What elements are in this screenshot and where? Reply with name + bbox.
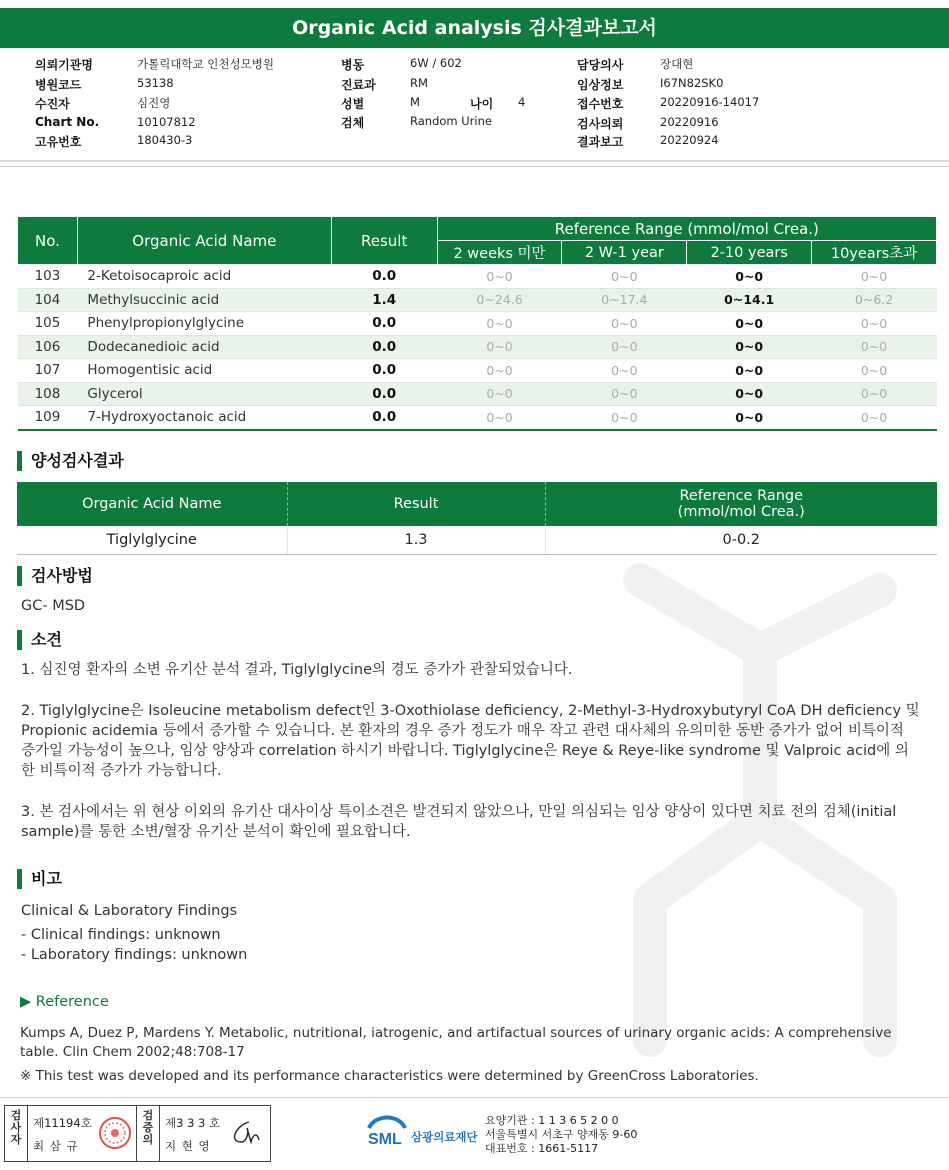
cell-ref: 0~24.6	[437, 288, 562, 312]
cell-ref: 0~0	[687, 312, 812, 336]
logo-org-name: 삼광의료재단	[411, 1130, 478, 1144]
cell-ref: 0~17.4	[562, 288, 687, 312]
col-header-no: No.	[18, 217, 78, 265]
cell-ref: 0~0	[437, 382, 562, 406]
col-header-ref-age: 2 W-1 year	[562, 241, 687, 265]
col-header-name: Organic Acid Name	[77, 217, 331, 265]
section-title-positive: 양성검사결과	[17, 451, 124, 471]
sml-logo	[365, 1112, 478, 1156]
col-header-ref-age: 10years초과	[812, 241, 937, 265]
cell-result: 0.0	[331, 265, 437, 289]
info-label: Chart No.	[35, 115, 100, 129]
signature-icon	[227, 1118, 263, 1148]
section-title-findings: 소견	[17, 630, 62, 650]
cell-result: 0.0	[331, 406, 437, 430]
institution-info	[485, 1114, 637, 1156]
tester-label: 검사자	[10, 1109, 22, 1146]
cell-result: 1.3	[287, 526, 545, 555]
info-label: 병원코드	[35, 78, 82, 92]
info-label: 담당의사	[577, 58, 624, 72]
cell-result: 0.0	[331, 382, 437, 406]
seal-stamp-icon	[98, 1116, 132, 1150]
cell-ref: 0~0	[562, 265, 687, 289]
section-title-method: 검사방법	[17, 566, 93, 586]
info-label: 검사의뢰	[577, 117, 624, 131]
cell-no: 105	[18, 312, 78, 336]
info-value: Random Urine	[410, 114, 492, 128]
tester-license: 제11194호	[33, 1116, 92, 1130]
cell-ref: 0~0	[562, 382, 687, 406]
col-header-result: Result	[287, 482, 545, 526]
report-title: Organic Acid analysis 검사결과보고서	[0, 8, 949, 48]
info-value: 4	[518, 95, 526, 109]
cell-ref: 0~0	[437, 335, 562, 359]
info-value: 장대현	[660, 57, 694, 71]
col-header-reference: Reference Range (mmol/mol Crea.)	[437, 217, 936, 241]
cell-name: Glycerol	[77, 382, 331, 406]
remarks-line: - Clinical findings: unknown	[21, 927, 221, 943]
divider	[0, 1097, 949, 1098]
verifier-name: 지 현 영	[165, 1139, 211, 1153]
reference-heading: ▶ Reference	[20, 994, 109, 1010]
info-label: 나이	[470, 97, 494, 111]
cell-name: Dodecanedioic acid	[77, 335, 331, 359]
info-label: 결과보고	[577, 135, 624, 149]
cell-ref: 0~0	[812, 406, 937, 430]
finding-paragraph: 1. 심진영 환자의 소변 유기산 분석 결과, Tiglylglycine의 경도 증가가 관찰되었습니다.	[21, 662, 573, 678]
table-row	[18, 359, 937, 383]
col-header-name: Organic Acid Name	[17, 482, 287, 526]
col-header-reference	[545, 482, 937, 526]
method-value: GC- MSD	[21, 598, 86, 614]
info-value: 20220924	[660, 133, 719, 147]
cell-ref: 0-0.2	[545, 526, 937, 555]
info-label: 성별	[341, 97, 365, 111]
cell-ref: 0~0	[562, 312, 687, 336]
info-label: 의뢰기관명	[35, 58, 93, 72]
remarks-line: - Laboratory findings: unknown	[21, 947, 248, 963]
info-value: 180430-3	[137, 133, 193, 147]
divider	[0, 160, 949, 162]
positive-result-table	[17, 482, 937, 555]
cell-no: 103	[18, 265, 78, 289]
info-label: 병동	[341, 58, 365, 72]
cell-name: Homogentisic acid	[77, 359, 331, 383]
cell-ref: 0~0	[562, 406, 687, 430]
col-header-ref-age: 2-10 years	[687, 241, 812, 265]
cell-ref: 0~6.2	[812, 288, 937, 312]
info-value: RM	[410, 76, 428, 90]
organic-acid-table	[17, 216, 937, 431]
info-value: 가톨릭대학교 인천성모병원	[137, 57, 274, 71]
table-row	[18, 265, 937, 289]
finding-paragraph: 3. 본 검사에서는 위 현상 이외의 유기산 대사이상 특이소견은 발견되지 않았으나, 만일 의심되는 임상 양상이 있다면 치료 전의 검체(initial sample)를 통한 소변/혈장 유기산 분석이 확인에 필요합니다.	[21, 804, 897, 840]
institution-address: 서울특별시 서초구 양재동 9-60	[485, 1128, 638, 1141]
institution-code: 요양기관 : 1 1 3 6 5 2 0 0	[485, 1114, 619, 1127]
sml-logo-icon	[365, 1112, 409, 1152]
ref-header-unit: (mmol/mol Crea.)	[677, 504, 805, 520]
cell-name: 7-Hydroxyoctanoic acid	[77, 406, 331, 430]
divider	[0, 166, 949, 167]
cell-no: 104	[18, 288, 78, 312]
disclaimer-note: ※ This test was developed and its performance characteristics were determined by GreenCross Laboratories.	[20, 1068, 759, 1084]
cell-ref: 0~14.1	[687, 288, 812, 312]
col-header-result: Result	[331, 217, 437, 265]
col-header-ref-age: 2 weeks 미만	[437, 241, 562, 265]
reference-citation: Kumps A, Duez P, Mardens Y. Metabolic, nutritional, iatrogenic, and artifactual sources of urinary organic acids: A comprehensive table. Clin Chem 2002;48:708-17	[20, 1025, 892, 1060]
remarks-line: Clinical & Laboratory Findings	[21, 903, 238, 919]
cell-ref: 0~0	[687, 382, 812, 406]
cell-no: 107	[18, 359, 78, 383]
verifier-license: 제3 3 3 호	[165, 1116, 221, 1130]
signature-box	[4, 1105, 271, 1162]
cell-name: Phenylpropionylglycine	[77, 312, 331, 336]
info-label: 고유번호	[35, 135, 82, 149]
patient-info	[0, 50, 949, 160]
info-label: 임상정보	[577, 78, 624, 92]
info-value: 6W / 602	[410, 56, 462, 70]
table-row	[18, 288, 937, 312]
table-row	[18, 406, 937, 430]
table-row	[18, 382, 937, 406]
info-value: 53138	[137, 76, 174, 90]
cell-ref: 0~0	[562, 335, 687, 359]
finding-paragraph: 2. Tiglylglycine은 Isoleucine metabolism defect인 3-Oxothiolase deficiency, 2-Methyl-3-Hydroxybutyryl CoA DH deficiency 및 Propionic acidemia 등에서 증가할 수 있습니다. 본 환자의 경우 증가 정도가 매우 작고 관련 대사체의 유의미한 동반 증가가 없어 비특이적 증가일 가능성이 높으나, 임상 양상과 correlation 하시기 바랍니다. Tiglylglycine은 Reye & Reye-like syndrome 및 Valproic acid에 의한 비특이적 증가가 가능합니다.	[21, 703, 920, 779]
cell-no: 106	[18, 335, 78, 359]
cell-ref: 0~0	[812, 312, 937, 336]
cell-name: Tiglylglycine	[17, 526, 287, 555]
info-value: 20220916	[660, 115, 719, 129]
info-label: 접수번호	[577, 97, 624, 111]
ref-header-line: Reference Range	[679, 488, 804, 504]
cell-ref: 0~0	[687, 359, 812, 383]
cell-no: 108	[18, 382, 78, 406]
table-row	[18, 312, 937, 336]
cell-result: 0.0	[331, 359, 437, 383]
info-value: I67N82SK0	[660, 76, 724, 90]
cell-ref: 0~0	[437, 312, 562, 336]
section-title-remarks: 비고	[17, 869, 62, 889]
institution-phone: 대표번호 : 1661-5117	[485, 1142, 599, 1155]
cell-ref: 0~0	[812, 335, 937, 359]
info-value: 20220916-14017	[660, 95, 760, 109]
cell-ref: 0~0	[812, 382, 937, 406]
table-row	[18, 335, 937, 359]
cell-ref: 0~0	[437, 406, 562, 430]
info-label: 진료과	[341, 78, 376, 92]
cell-ref: 0~0	[687, 406, 812, 430]
tester-name: 최 삼 규	[33, 1139, 79, 1153]
info-value: 심진영	[137, 96, 171, 110]
cell-ref: 0~0	[687, 335, 812, 359]
info-value: 10107812	[137, 115, 196, 129]
cell-ref: 0~0	[437, 359, 562, 383]
cell-ref: 0~0	[687, 265, 812, 289]
cell-ref: 0~0	[812, 359, 937, 383]
verifier-label: 검증의	[142, 1109, 154, 1146]
cell-result: 0.0	[331, 312, 437, 336]
cell-no: 109	[18, 406, 78, 430]
cell-name: Methylsuccinic acid	[77, 288, 331, 312]
table-row	[17, 526, 937, 555]
cell-ref: 0~0	[562, 359, 687, 383]
cell-result: 0.0	[331, 335, 437, 359]
info-label: 검체	[341, 116, 365, 130]
cell-ref: 0~0	[812, 265, 937, 289]
logo-text: SML	[368, 1131, 402, 1148]
info-value: M	[410, 95, 420, 109]
info-label: 수진자	[35, 97, 70, 111]
cell-ref: 0~0	[437, 265, 562, 289]
cell-result: 1.4	[331, 288, 437, 312]
cell-name: 2-Ketoisocaproic acid	[77, 265, 331, 289]
